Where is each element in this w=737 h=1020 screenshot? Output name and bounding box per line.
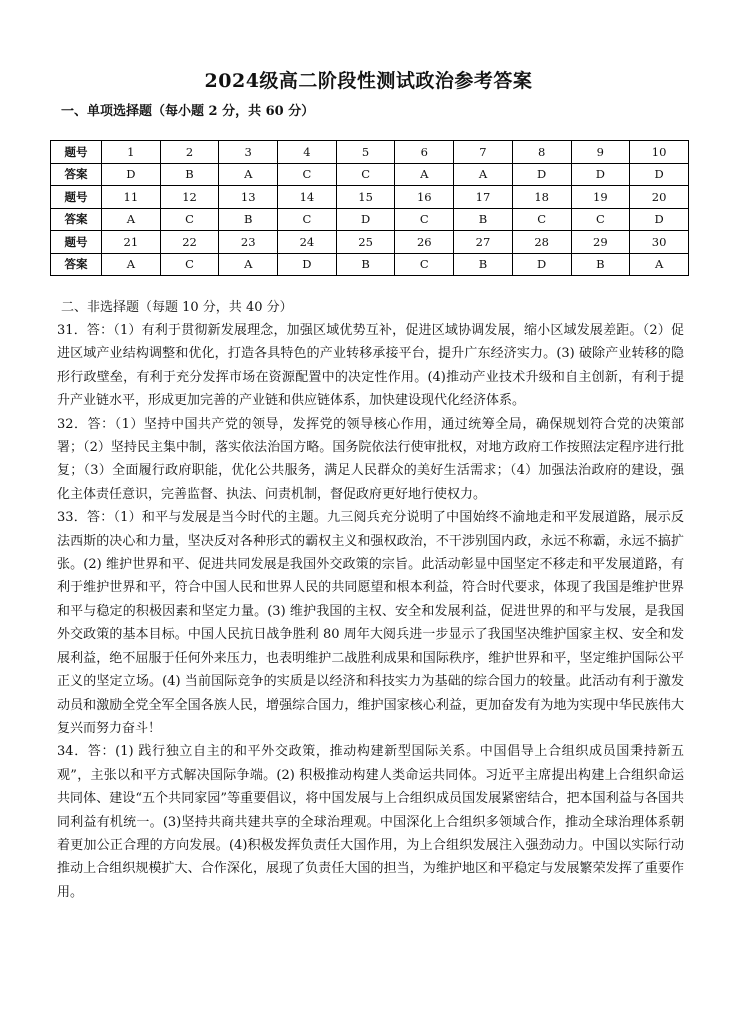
question-number-cell: 18 xyxy=(512,186,571,209)
question-number-cell: 27 xyxy=(454,231,513,254)
question-number-cell: 12 xyxy=(160,186,219,209)
answer-cell: B xyxy=(571,253,630,276)
answer-cell: A xyxy=(454,163,513,186)
answer-cell: C xyxy=(278,208,337,231)
answer-cell: D xyxy=(278,253,337,276)
question-number-cell: 22 xyxy=(160,231,219,254)
answer-cell: A xyxy=(102,208,161,231)
question-number-cell: 25 xyxy=(336,231,395,254)
question-number-cell: 10 xyxy=(630,141,689,164)
answer-cell: C xyxy=(512,208,571,231)
answer-cell: D xyxy=(102,163,161,186)
answer-cell: B xyxy=(454,253,513,276)
answer-cell: D xyxy=(630,208,689,231)
answer-cell: B xyxy=(160,163,219,186)
answer-cell: A xyxy=(219,163,278,186)
question-number-cell: 15 xyxy=(336,186,395,209)
question-number-cell: 21 xyxy=(102,231,161,254)
page-title: 2024级高二阶段性测试政治参考答案 xyxy=(204,70,533,92)
answer-row xyxy=(51,163,689,186)
answer-cell: D xyxy=(512,163,571,186)
row-label: 题号 xyxy=(51,186,102,209)
question-number-cell: 1 xyxy=(102,141,161,164)
answer-cell: A xyxy=(395,163,454,186)
question-number-cell: 24 xyxy=(278,231,337,254)
answer-cell: C xyxy=(571,208,630,231)
question-number-row xyxy=(51,231,689,254)
question-number-cell: 26 xyxy=(395,231,454,254)
answer-row xyxy=(51,208,689,231)
answer-cell: A xyxy=(630,253,689,276)
question-number-cell: 9 xyxy=(571,141,630,164)
question-number-cell: 20 xyxy=(630,186,689,209)
question-number-cell: 30 xyxy=(630,231,689,254)
section-heading-choice: 一、单项选择题（每小题 2 分，共 60 分） xyxy=(61,104,315,119)
question-number-cell: 28 xyxy=(512,231,571,254)
question-number-cell: 8 xyxy=(512,141,571,164)
question-number-cell: 4 xyxy=(278,141,337,164)
answer-cell: D xyxy=(571,163,630,186)
answer-cell: C xyxy=(278,163,337,186)
row-label: 答案 xyxy=(51,208,102,231)
answer-cell: C xyxy=(395,208,454,231)
question-number-cell: 6 xyxy=(395,141,454,164)
question-number-cell: 5 xyxy=(336,141,395,164)
answer-33: 33．答：（1）和平与发展是当今时代的主题。九三阅兵充分说明了中国始终不渝地走和平发展道路，展示反法西斯的决心和力量，坚决反对各种形式的霸权主义和强权政治，不干涉别国内政，永远不称霸，永远不搞扩张。(2) 维护世界和平、促进共同发展是我国外交政策的宗旨。此活动彰显中国坚定不移走和平发展道路，有利于维护世界和平，符合中国人民和世界人民的共同愿望和根本利益，符合时代要求，体现了我国是维护世界和平与稳定的积极因素和坚定力量。(3) 维护我国的主权、安全和发展利益，促进世界的和平与发展，是我国外交政策的基本目标。中国人民抗日战争胜利 80 周年大阅兵进一步显示了我国坚决维护国家主权、安全和发展利益，绝不屈服于任何外来压力，也表明维护二战胜利成果和国际秩序，维护世界和平，坚定维护国际公平正义的坚定立场。(4) 当前国际竞争的实质是以经济和科技实力为基础的综合国力的较量。此活动有利于激发动员和激励全党全军全国各族人民，增强综合国力，维护国家核心利益，更加奋发有为地为实现中华民族伟大复兴而努力奋斗！ xyxy=(57,510,684,736)
question-number-cell: 13 xyxy=(219,186,278,209)
question-number-cell: 3 xyxy=(219,141,278,164)
answer-cell: A xyxy=(219,253,278,276)
answer-31: 31．答：（1）有利于贯彻新发展理念，加强区域优势互补，促进区域协调发展，缩小区域发展差距。（2）促进区域产业结构调整和优化，打造各具特色的产业转移承接平台，提升广东经济实力。(3) 破除产业转移的隐形行政壁垒，有利于充分发挥市场在资源配置中的决定性作用。(4)推动产业技术升级和自主创新，有利于提升产业链水平，形成更加完善的产业链和供应链体系，加快建设现代化经济体系。 xyxy=(57,323,684,409)
answer-34: 34．答：(1) 践行独立自主的和平外交政策，推动构建新型国际关系。中国倡导上合组织成员国秉持新五观”，主张以和平方式解决国际争端。(2) 积极推动构建人类命运共同体。习近平主席提出构建上合组织命运共同体、建设“五个共同家园”等重要倡议，将中国发展与上合组织成员国发展紧密结合，把本国利益与各国共同利益有机统一。(3)坚持共商共建共享的全球治理观。中国深化上合组织多领域合作，推动全球治理体系朝着更加公正合理的方向发展。(4)积极发挥负责任大国作用，为上合组织发展注入强劲动力。中国以实际行动推动上合组织规模扩大、合作深化，展现了负责任大国的担当，为维护地区和平稳定与发展繁荣发挥了重要作用。 xyxy=(57,744,684,900)
answer-cell: C xyxy=(160,208,219,231)
answer-cell: C xyxy=(395,253,454,276)
answer-cell: A xyxy=(102,253,161,276)
row-label: 题号 xyxy=(51,231,102,254)
row-label: 答案 xyxy=(51,163,102,186)
answer-row xyxy=(51,253,689,276)
row-label: 答案 xyxy=(51,253,102,276)
question-number-cell: 11 xyxy=(102,186,161,209)
answer-cell: B xyxy=(336,253,395,276)
question-number-cell: 7 xyxy=(454,141,513,164)
answer-cell: D xyxy=(336,208,395,231)
question-number-cell: 29 xyxy=(571,231,630,254)
question-number-cell: 14 xyxy=(278,186,337,209)
question-number-row xyxy=(51,186,689,209)
question-number-row xyxy=(51,141,689,164)
answer-table xyxy=(50,140,689,276)
question-number-cell: 2 xyxy=(160,141,219,164)
answer-cell: D xyxy=(512,253,571,276)
question-number-cell: 23 xyxy=(219,231,278,254)
answer-cell: B xyxy=(454,208,513,231)
row-label: 题号 xyxy=(51,141,102,164)
answer-cell: D xyxy=(630,163,689,186)
essay-answers xyxy=(57,319,684,904)
answer-cell: C xyxy=(336,163,395,186)
question-number-cell: 17 xyxy=(454,186,513,209)
answer-cell: B xyxy=(219,208,278,231)
question-number-cell: 19 xyxy=(571,186,630,209)
answer-32: 32．答：（1）坚持中国共产党的领导，发挥党的领导核心作用，通过统筹全局，确保规划符合党的决策部署；（2）坚持民主集中制，落实依法治国方略。国务院依法行使审批权，对地方政府工作按照法定程序进行批复；（3）全面履行政府职能，优化公共服务，满足人民群众的美好生活需求；（4）加强法治政府的建设，强化主体责任意识，完善监督、执法、问责机制，督促政府更好地行使权力。 xyxy=(57,416,684,502)
section-heading-essay: 二、非选择题（每题 10 分，共 40 分） xyxy=(61,300,293,315)
question-number-cell: 16 xyxy=(395,186,454,209)
answer-cell: C xyxy=(160,253,219,276)
